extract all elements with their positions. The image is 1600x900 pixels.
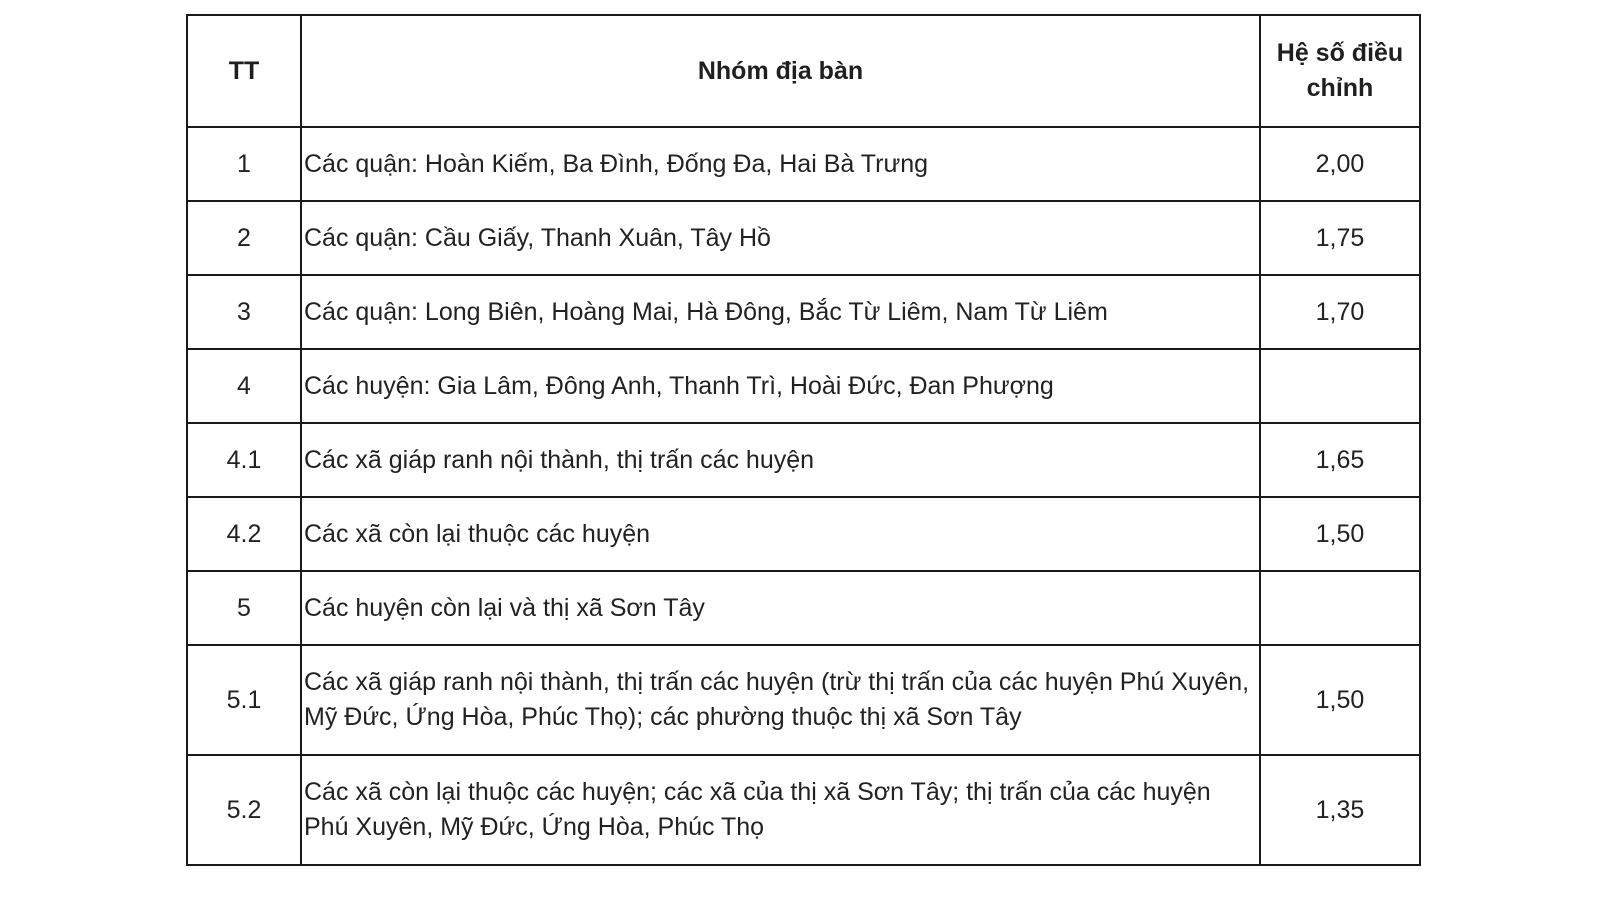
row-tt: 5.1 xyxy=(187,645,301,755)
row-coefficient xyxy=(1260,571,1420,645)
table-row xyxy=(187,349,1420,423)
row-coefficient: 1,35 xyxy=(1260,755,1420,865)
table-row xyxy=(187,645,1420,755)
table-row xyxy=(187,201,1420,275)
row-tt: 1 xyxy=(187,127,301,201)
row-tt: 4 xyxy=(187,349,301,423)
table-row xyxy=(187,275,1420,349)
table-row xyxy=(187,497,1420,571)
table-body xyxy=(187,127,1420,865)
row-tt: 4.2 xyxy=(187,497,301,571)
table-header xyxy=(187,15,1420,127)
row-coefficient xyxy=(1260,349,1420,423)
header-tt: TT xyxy=(187,15,301,127)
row-area: Các quận: Hoàn Kiếm, Ba Đình, Đống Đa, Hai Bà Trưng xyxy=(301,127,1260,201)
row-area: Các quận: Long Biên, Hoàng Mai, Hà Đông, Bắc Từ Liêm, Nam Từ Liêm xyxy=(301,275,1260,349)
row-area: Các huyện: Gia Lâm, Đông Anh, Thanh Trì, Hoài Đức, Đan Phượng xyxy=(301,349,1260,423)
table-row xyxy=(187,755,1420,865)
row-coefficient: 2,00 xyxy=(1260,127,1420,201)
header-coefficient: Hệ số điều chỉnh xyxy=(1260,15,1420,127)
row-tt: 2 xyxy=(187,201,301,275)
row-coefficient: 1,50 xyxy=(1260,645,1420,755)
row-area: Các xã còn lại thuộc các huyện; các xã của thị xã Sơn Tây; thị trấn của các huyện Phú Xuyên, Mỹ Đức, Ứng Hòa, Phúc Thọ xyxy=(301,755,1260,865)
row-area: Các xã giáp ranh nội thành, thị trấn các huyện (trừ thị trấn của các huyện Phú Xuyên, Mỹ Đức, Ứng Hòa, Phúc Thọ); các phường thuộc thị xã Sơn Tây xyxy=(301,645,1260,755)
header-row xyxy=(187,15,1420,127)
row-tt: 3 xyxy=(187,275,301,349)
row-area: Các xã giáp ranh nội thành, thị trấn các huyện xyxy=(301,423,1260,497)
coefficient-table xyxy=(186,14,1421,866)
row-area: Các huyện còn lại và thị xã Sơn Tây xyxy=(301,571,1260,645)
row-area: Các quận: Cầu Giấy, Thanh Xuân, Tây Hồ xyxy=(301,201,1260,275)
row-coefficient: 1,75 xyxy=(1260,201,1420,275)
header-area-group: Nhóm địa bàn xyxy=(301,15,1260,127)
row-coefficient: 1,70 xyxy=(1260,275,1420,349)
row-tt: 5 xyxy=(187,571,301,645)
row-area: Các xã còn lại thuộc các huyện xyxy=(301,497,1260,571)
table-row xyxy=(187,423,1420,497)
table-row xyxy=(187,127,1420,201)
table-row xyxy=(187,571,1420,645)
row-tt: 4.1 xyxy=(187,423,301,497)
row-coefficient: 1,65 xyxy=(1260,423,1420,497)
row-coefficient: 1,50 xyxy=(1260,497,1420,571)
row-tt: 5.2 xyxy=(187,755,301,865)
